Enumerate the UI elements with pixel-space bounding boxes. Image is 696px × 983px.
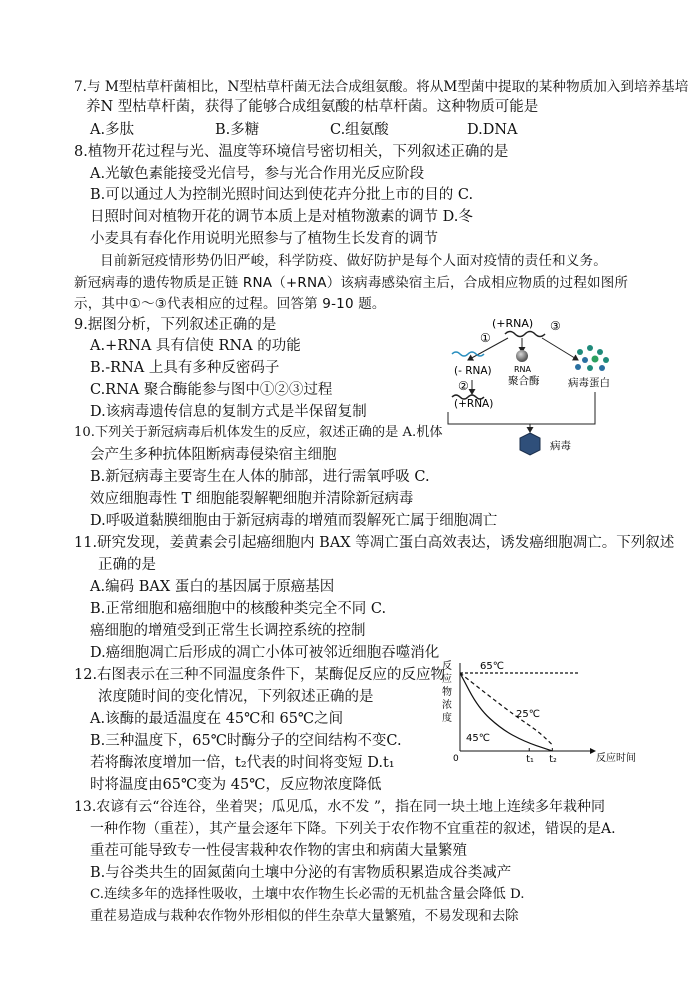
q13-stem-line2: 一种作物（重茬），其产量会逐年下降。下列关于农作物不宜重茬的叙述，错误的是A. [90, 821, 616, 837]
q12-stem-line1: 12.右图表示在三种不同温度条件下，某酶促反应的反应物 [74, 667, 446, 683]
q12-line3: 若将酶浓度增加一倍，t₂代表的时间将变短 D.t₁ [90, 755, 395, 771]
series-label-25c: 25℃ [516, 709, 540, 720]
intro-line1: 目前新冠疫情形势仍旧严峻，科学防疫、做好防护是每个人面对疫情的责任和义务。 [100, 253, 607, 269]
q7-stem-line2: 养N 型枯草杆菌，获得了能够合成组氨酸的枯草杆菌。这种物质可能是 [86, 99, 539, 115]
q12-line1: A.该酶的最适温度在 45℃和 65℃之间 [90, 711, 344, 727]
y-label-char: 度 [442, 713, 452, 724]
q11-line1: A.编码 BAX 蛋白的基因属于原癌基因 [90, 579, 335, 595]
intro-line2: 新冠病毒的遗传物质是正链 RNA（+RNA）该病毒感染宿主后，合成相应物质的过程如图所 [74, 275, 629, 291]
q13-line2: B.与谷类共生的固氮菌向土壤中分泌的有害物质积累造成谷类减产 [90, 865, 512, 881]
q7-option-c: C.组氨酸 [330, 122, 389, 138]
q11-line4: D.癌细胞凋亡后形成的凋亡小体可被邻近细胞吞噬消化 [90, 645, 440, 661]
q8-stem: 8.植物开花过程与光、温度等环境信号密切相关，下列叙述正确的是 [74, 144, 509, 160]
q7-option-b: B.多糖 [215, 122, 260, 138]
rna-polymerase-ball [516, 350, 528, 362]
y-label-char: 浓 [442, 700, 452, 711]
label-step-3: ③ [550, 319, 561, 333]
y-axis-label [442, 659, 452, 724]
y-label-char: 物 [442, 687, 452, 698]
q8-line3: 日照时间对植物开花的调节本质上是对植物激素的调节 D.冬 [90, 209, 473, 225]
series-label-65c: 65℃ [480, 661, 504, 672]
series-layer [460, 661, 580, 751]
q12-stem-line2: 浓度随时间的变化情况，下列叙述正确的是 [98, 689, 374, 705]
virus-replication-diagram [440, 312, 665, 462]
label-virus: 病毒 [550, 440, 571, 452]
q11-stem-line1: 11.研究发现，姜黄素会引起癌细胞内 BAX 等凋亡蛋白高效表达，诱发癌细胞凋亡。下列叙述 [74, 535, 675, 551]
label-polymerase: 聚合酶 [508, 375, 540, 387]
label-viral-protein: 病毒蛋白 [568, 377, 610, 389]
q8-line4: 小麦具有春化作用说明光照参与了植物生长发育的调节 [90, 231, 438, 247]
y-label-char: 反 [442, 661, 452, 672]
label-top-pos-rna: (+RNA) [492, 317, 534, 330]
q13-stem-line1: 13.农谚有云“谷连谷，坐着哭；瓜见瓜，水不发 ”，指在同一块土地上连续多年栽种同 [74, 799, 606, 815]
top-rna-strand [505, 332, 545, 337]
label-rna: RNA [514, 365, 532, 374]
q7-option-d: D.DNA [467, 122, 518, 138]
reaction-concentration-chart [440, 655, 650, 775]
q11-line3: 癌细胞的增殖受到正常生长调控系统的控制 [90, 623, 366, 639]
viral-protein-cluster [575, 345, 609, 371]
q13-line4: 重茬易造成与栽种农作物外形相似的伴生杂草大量繁殖，不易发现和去除 [90, 909, 519, 924]
q13-line3: C.连续多年的选择性吸收，土壤中农作物生长必需的无机盐含量会降低 D. [90, 887, 525, 902]
q9-option-b: B.-RNA 上具有多种反密码子 [90, 360, 280, 376]
q10-line1: 会产生多种抗体阻断病毒侵染宿主细胞 [90, 447, 337, 463]
q9-option-c: C.RNA 聚合酶能参与图中①②③过程 [90, 382, 333, 398]
series-label-45c: 45℃ [466, 733, 490, 744]
q7-stem-line1: 7.与 M型枯草杆菌相比，N型枯草杆菌无法合成组氨酸。将从M型菌中提取的某种物质加入到培养基培 [74, 79, 689, 95]
x-tick-label: t₁ [526, 754, 534, 765]
virus-particle-icon [520, 433, 540, 455]
q10-stem: 10.下列关于新冠病毒后机体发生的反应，叙述正确的是 A.机体 [74, 425, 443, 440]
origin-label: 0 [453, 754, 459, 764]
arrow-3 [542, 338, 578, 360]
y-label-char: 应 [442, 674, 452, 685]
label-pos-rna-bottom: (+RNA) [454, 398, 494, 410]
x-axis-label: 反应时间 [596, 753, 636, 764]
q8-line1: A.光敏色素能接受光信号，参与光合作用光反应阶段 [90, 166, 425, 182]
q9-option-d: D.该病毒遗传信息的复制方式是半保留复制 [90, 404, 367, 420]
q9-stem: 9.据图分析，下列叙述正确的是 [74, 317, 277, 333]
q12-line2: B.三种温度下，65℃时酶分子的空间结构不变C. [90, 733, 402, 749]
q8-line2: B.可以通过人为控制光照时间达到使花卉分批上市的目的 C. [90, 187, 474, 203]
q9-option-a: A.+RNA 具有信使 RNA 的功能 [90, 338, 301, 354]
q10-line2: B.新冠病毒主要寄生在人体的肺部，进行需氧呼吸 C. [90, 469, 430, 485]
q13-line1: 重茬可能导致专一性侵害栽种农作物的害虫和病菌大量繁殖 [90, 843, 467, 859]
q10-line3: 效应细胞毒性 T 细胞能裂解靶细胞并清除新冠病毒 [90, 491, 414, 507]
x-tick-label: t₂ [549, 754, 557, 765]
label-neg-rna: (- RNA) [454, 365, 492, 377]
q7-option-a: A.多肽 [90, 122, 135, 138]
q11-line2: B.正常细胞和癌细胞中的核酸种类完全不同 C. [90, 601, 387, 617]
label-step-1: ① [480, 331, 491, 345]
intro-line3: 示，其中①～③代表相应的过程。回答第 9-10 题。 [74, 296, 386, 312]
q12-line4: 时将温度由65℃变为 45℃，反应物浓度降低 [90, 777, 382, 793]
q10-line4: D.呼吸道黏膜细胞由于新冠病毒的增殖而裂解死亡属于细胞凋亡 [90, 513, 498, 529]
label-step-2: ② [458, 379, 469, 393]
q11-stem-line2: 正确的是 [98, 557, 156, 573]
